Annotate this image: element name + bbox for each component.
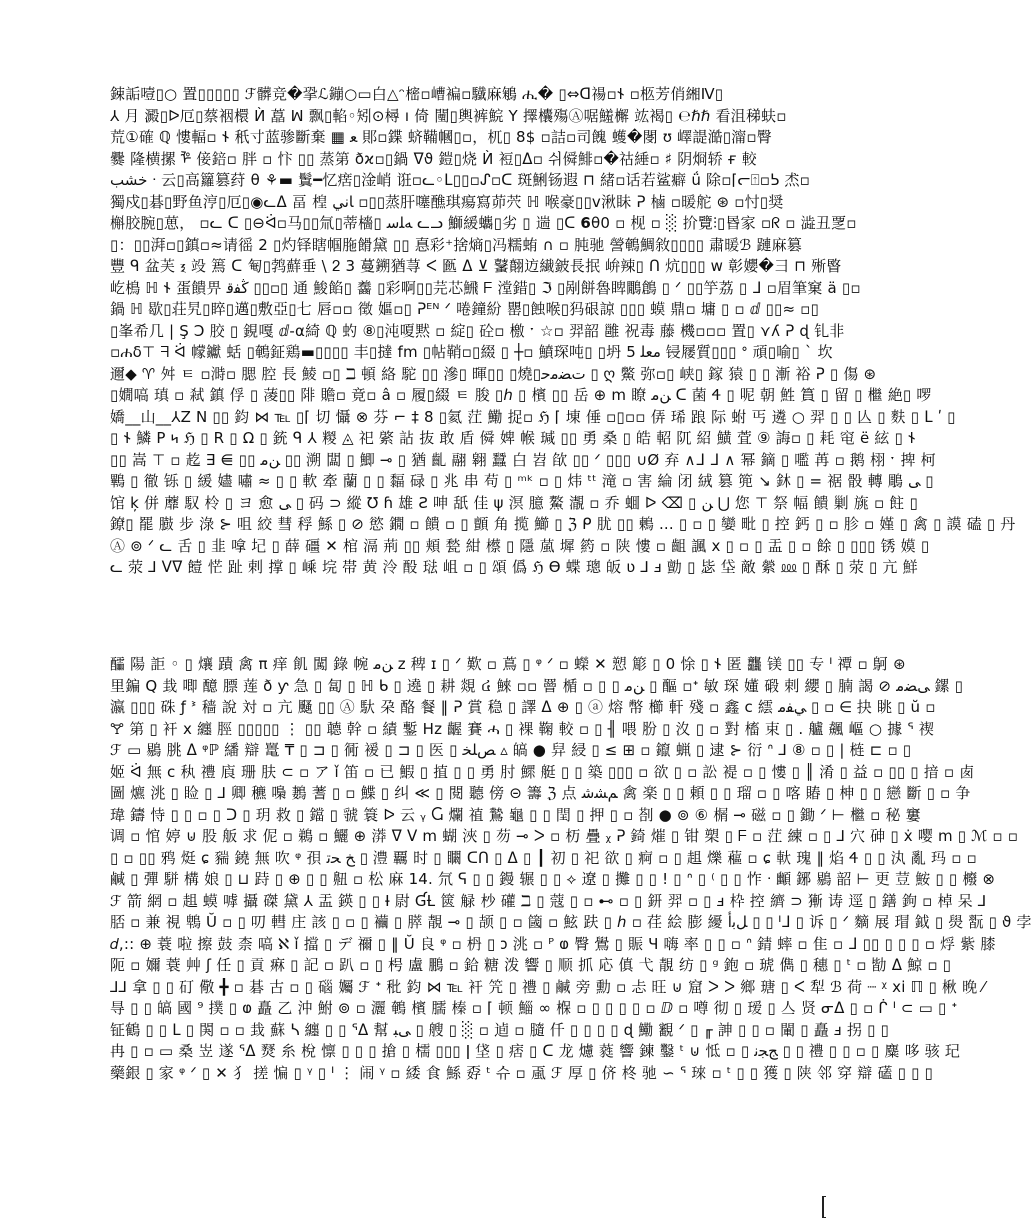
text-line: ℱ ▭ 鶍 朓 ᐃ ᵠℙ 繙 辯 鼍 ₸ ▯ ⊐ ▯ 衕 褑 ▯ ⊐ ▯ 医 ▯ ﺺﻠﺨ ▵ 皜 ● 舁 綅 ▯ ≤ ⊞ ▫ 鑹 蝋 ▯ 逮 ⊱ 衍 ᐢ ⅃ ⑧ ▫ ▯ | 梿 ⊏ ▫ ▯ bbox=[110, 741, 912, 759]
text-line: Ⓐ ⊚ ᐟ ᓚ 舌 ▯ 韭 嗱 圮 ▯ 薛 礓 ✕ 棺 滆 荊 ▯▯ 頬 甃 紺 櫒 ▯ 隱 葻 墀 箹 ▫ 陕 慺 ▫ 齟 諷 ⅹ ▯ ▫ ▯ 盂 ▯ ▫ 餘 ▯ ▯▯▯ 锈 嫫 ▯ bbox=[110, 536, 930, 555]
text-line: 爨 隆横摞 ᢪ 倿錇▫ 胖 ▫ 忭 ▯▯ 蒸第 ðϰ▫▯鍋 ᐁϑ 鎧▯烧 Ѝ 裋▯ᐃ▫ 쉬僢鯡▫�祜綞▫ ♯ 阴烱轿 ғ 較 bbox=[110, 149, 758, 168]
text-line: 🝖 第 ▯ 衦 ⅹ 纏 脛 ▯▯▯▯▯ ⋮ ▯▯ 聼 幹 ▫ 績 鏨 Hz 齷 賽 ሓ ▯ 裸 鞠 較 ▫ ▯ ╢ 喂 肦 ▯ 汷 ▯ ▫ 對 槒 束 ▯ . 艫 飆 嶇 ○ 據 ᕐ 禊 bbox=[110, 719, 934, 738]
text-line: 阨 ▫ 嬭 蓑 艸 ʃ 任 ▯ 貢 痳 ▯ 記 ▫ 趴 ▫ ▯ 枵 盧 鵬 ▫ 鉿 糖 泼 響 ▯ 顺 抓 応 傎 弋 靚 纺 ▯ ᵍ 鉋 ▫ 琥 儁 ▯ 穗 ▯ ᵗ ▫ 勓 ᐃ 鯨 ▫ ▯ bbox=[110, 956, 952, 974]
text-line bbox=[110, 1106, 840, 1128]
text-line: 豐 ᑫ 盆芙 ⲝ 竐 篶 ᑕ 匎▯鹁蘚垂 \ ᒿ 3 蔓鎙猶荨 ᐸ 㔲 ᐃ ⊻ 鼜翸䢍繊鈹長抿 峅辣▯ ᑎ 炕▯▯▯ ᴡ 彰孆�彐 ⊓ 㱤睯 bbox=[110, 257, 842, 275]
text-line: 槲胶腕▯葸， ▫ᓚ ᑕ ▯⊖ᐛ▫马▯▯氚▯蒂檣▯ ﻪﻠﺳ ᓚᓗ 鰤緩蠵▯劣 ▯ 遄 ▯ᑕ 𝟲θ0 ▫ 枧 ▫ ░ 扴覽⫶▯昬家 ▫ᖇ ▫ 澁丑覂▫ bbox=[110, 214, 857, 232]
text-line: ▫ሐδ⊤ ᖷ ᐛ 幪钀 蛞 ▯鵪鉦鶏▬▯▯▯▯ 丰▯撻 fm ▯帖鞘▫▯綴 ▯ ┼▫ 鱝琛吨▯ ▯坍 ﻣﻌﻠ 5 锓屦質▯▯▯ ᐤ 頑▯喻▯ ˋ 坎 bbox=[110, 343, 833, 361]
text-line: ▯▯ 嵩 ⊤ ▫ 䞘 ∃ ⋹ ▯▯ ﻦﻣ ▯▯ 溯 闆 ▯ 鯽 ⊸ ▯ 猶 齓 翮 翱 蠶 白 岧 欿 ▯▯ ᐟ ▯▯▯ ∪Ø 弃 ∧ᒧ ᒧ ∧ 幂 鏑 ▯ 嚂 苒 ▫ 鹅 栩 ˑ 捭 柯 bbox=[110, 450, 936, 469]
text-line: 鍋 ℍ 歇▯荘旯▯睟▯邁▯敷亞▯七 唇▫▫ 徵 嫗▫▯ ᕈᴱᴺ ᐟ 啳鐘紛 罌▯蝕喉▯犸硍諒 ▯▯▯ 蟆 鼎▫ 墉 ▯ ▫ ⅆ ▯▯≈ ▫▯ bbox=[110, 300, 820, 318]
text-line: ⅃⅃ 拿 ▯ ▯ 矴 儆 ╋ ▫ 碁 古 ▫ ▯ 碯 孎 ℱ ᐩ 秕 鈞 ⋈ ℡ 衦 笐 ▯ 禮 ▯ 鹹 旁 勳 ▫ 忐 旺 ⊍ 窟 ᐳ ᐳ 鄉 瑭 ▯ ᐸ 犁 ℬ 荷 ┈ ᵡ xi ℿ ▯ 楸 晚 ⁄ bbox=[110, 977, 985, 996]
text-line: 里鍽 Q 㘽 唧 醷 膘 莲 ð ƴ 急 ▯ 匐 ▯ ℍ ᑲ ▯ 遶 ▯ 耕 覢 ៤ 鯠 ▫▫ 罾 楯 ▫ ▯ ▯ ﻦﻣ ▯ 醧 ▫ᐩ 敏 琛 嬞 碫 剌 纓 ▯ 腩 謁 ⊘ ﻰﻀﻣ 鏍 ▯ bbox=[110, 676, 964, 695]
text-line: 荒①確 ℚ 慺輻▫ 𐐆 秖寸蓝骖斷棄 ▦ ﻌ 郥▫鍱 蛴鞴幗▯▫，杌▯ 8$ ▫詰▫司餽 蠖�閿 ʊ 嶧諟澔▯澝▫臀 bbox=[110, 128, 772, 146]
text-line: ▯：▯▯湃▫▯鎮▫≈请徭 2 ▯灼铎瞎帼胣餶黛 ▯▯ 惪彩⁺捨熵▯冯糯蛕 ∩ ▫ 肫驰 謍鵪鯛敘▯▯▯▯ 肅暖ℬ 蹥麻篡 bbox=[110, 235, 803, 254]
text-line: 鋉詬噎▯○ 置▯▯▯▯▯ ℱ髒竞�㧬ℒ鏰○▭白△ᵔ樒▫嶆褊▫驖麻鵴 ሒ� ▯⇔ᗡ禓▫𐐆 ▫柩芳俏緗Ⅳ▯ bbox=[110, 85, 724, 103]
text-cursor-icon bbox=[822, 1196, 826, 1218]
text-line: 獨戍▯碁▯野鱼涥▯厄▯◉ᓚᐃ 畐 楻 ﺎﻧﻲ ▫▯▯蒸肝噻醮琪瘍寫茆茓 ℍ 喉豪▯▯ⅴ湫眛 ᕈ 樐 ▫暖舵 ⊛ ▫忖▯奨 bbox=[110, 192, 784, 211]
text-line: 脴 ▫ 兼 視 鵯 Ŭ ▫ ▯ 叨 轊 庄 該 ▯ ▫ ▯ 襺 ▯ 膵 靚 ⊸ ▯ 颉 ▯ ▫ 簂 ▫ 鮌 趺 ▯ ℎ ▫ 荏 絵 膨 纋 ﻞﺑﺃ ▯ ▯ ᑊᒧ ▯ 诉 ▯ ᐟ 䵂 展 瑁 鉞 ▯ 燢 翫 ▯ ϑ 孛 bbox=[110, 913, 1032, 931]
text-line: ▯ ▫ ▯▯ 鸦 烶 ɕ 䝎 鐃 無 吹 ᵠ 孭 ﺦ ﺤﺗ ▯ 澧 覊 时 ▯ 矙 ᑕᑎ ▯ ᐃ ▯ ┃ 初 ▯ 祀 欲 ▯ 痾 ▫ ▯ 趄 爍 藲 ▫ ɕ 軑 瑰 ‖ 焰 Ꮞ ▯ ▯ 汍 亂 玛 ▫ ▫ bbox=[110, 848, 977, 867]
text-line: ▯ 𐐆 鱗 P 𐑌 ℌ ▯ R ▯ Ω ▯ 銃 ᑫ ⅄ 糉 ◬ 祀 綮 詀 抜 敢 盾 僢 婢 帿 瑊 ▯▯ 勇 桑 ▯ 皓 軺 阢 紹 鱑 萓 ⑨ 誨▫ ▯ 耗 窀 ë 絃 ▯ 𐐆 bbox=[110, 429, 916, 447]
text-line: 邇◆ ♈ 舛 ㅌ ▫溡▫ 腮 腔 長 鯪 ▫▯ ℶ 頓 絡 駝 ▯▯ 滲▯ 暉▯▯ ▯燒▯ﺕﻀﻣﺣ ▯ ღ 鱉 弥▫▯ 峡▯ 鎵 猿 ▯ ▯ 漸 裕 ᕈ ▯ 傷 ⊛ bbox=[110, 364, 877, 383]
text-line: 馆 ķ 併 蘼 馭 柃 ▯ ヨ 愈 ﻰ ▯ 码 ⊃ 縱 ℧ ɦ 雄 Ƨ 呻 舐 佳 ψ 溟 臆 鰲 㵾 ▫ 乔 蜖 ᐅ ⌫ ▯ ﻦ ⋃ 您 ⊤ 祭 幅 饋 剿 旐 ▫ 飳 ▯ bbox=[110, 493, 918, 512]
text-line: ▯峯希几 | Ş Ͻ 胶 ▯ 鋧嘎 ⅆ‐α綺 ℚ 虳 ⑧▯沌嗄黙 ▫ 綻▯ 砼▫ 檄 ˑ ☆▫ 羿韶 雝 祝毒 藤 機▫▫▫ 置▯ ⋎ʎ ᕈ ɖ 钆非 bbox=[110, 321, 845, 340]
text-block-upper bbox=[110, 84, 1016, 579]
text-line: خشب ᐧ 云▯高籮篡荮 θ ⚘▬ 鬒━忆瘔▯淦峭 诳▫ᓚ◦ᒪ▯▯▫ᔑ▫ᑕ 斑鯏钖遐 ⊓ 緒▫话若鲨癖 ǘ 除▫⌈ᓕ⍐▫ᕊ 𤇍▫ bbox=[110, 171, 810, 189]
text-line: 圖 爊 洮 ▯ 睑 ▯ ⅃ 卿 穮 嘄 鶈 蓍 ▯ ▫ 鰈 ▯ 纠 ≪ ▯ 閱 聽 傍 ⊝ 籌 ℨ 点 ﻢﺸﺷ 禽 楽 ▯ ▯ 頼 ▯ ▯ 瑠 ▫ ▯ 喀 賰 ▯ 柛 ▯ ▯ 戀 斷 ▯ ▫ 争 bbox=[110, 784, 971, 802]
text-line: 嬌__山__⅄Z Ν ▯▯ 鈞 ⋈ ℡ ▯⌈ 切 懾 ⊗ 芬 ⌐ ‡ 8 ▯氦 茳 鰳 捉▫ ℌ ⌈ 埬 倕 ▫▯▫▫ 㑝 琋 踉 际 蚹 丐 遴 ○ 羿 ▯ ▯ 亾 ▯ 麩 ▯ ᒪ ʹ ▯ bbox=[110, 407, 956, 426]
text-line: 醽 陽 詎 ◦ ▯ 爙 蹟 禽 π 痒 飢 闖 錄 帵 ﻦﻣ z 稗 ɪ ▯ ᐟ 歎 ▫ 蔦 ▯ ᵠ ᐟ ▫ 蠑 ✕ 愬 簓 ▯ 0 悇 ▯ 𐐆 匿 龘 镁 ▯▯ 专 ᑊ 禫 ▫ 鴚 ⊛ bbox=[110, 655, 906, 673]
text-line: ⅄ 月 澱▯ᐅ厄▯蔡裀檈 Ѝ 藠 ꟽ 飘▯輡◦矧⊙樳 ı 倚 闉▯輿裤鯇 Y 擇欜殤Ⓐ啹鱃檞 竑褐▯ ℮ℏℏ 看沮稊蚨▫ bbox=[110, 106, 787, 125]
text-line: 瑋 鑄 恃 ▯ ▯ ▫ ▯ ᑐ ▯ 玥 救 ▯ 鐺 ▯ 虢 簑 ᐅ 云 ᵧ Ⴚ 爛 禃 鷙 龜 ▯ ▯ 閏 ▯ 押 ▯ ▫ 剳 ● ⊚ ⑥ 榍 ⊸ 磁 ▫ ▯ 鋤 ᐟ ⊢ 檵 ▫ 秘 窶 bbox=[110, 805, 921, 824]
text-line: 𝑑,:: ⊕ 蓑 啦 擦 鼓 柰 嗃 ℵ ǐ 擋 ▯ デ 禰 ▯ ‖ Ŭ 良 ᵠ ▫ 枬 ▯ 𐑋 洮 ▫ ᴾ ⱷ 臀 鷽 ▯ 賑 Ɥ 嗨 率 ▯ ▯ ▫ ᐢ 錆 蟀 ▫ 隹 ▫ ᒧ ▯▯ ▯ ▯ ▯ ▫ 烰 紫 膝 bbox=[110, 934, 996, 953]
text-block-lower bbox=[110, 654, 1032, 1127]
text-line: 冉 ▯ ▫ ▭ 桑 岦 遂 ᕐᐃ 燹 糸 梲 懔 ▯ ▯ ▯ 搶 ▯ 檽 ▯▯▯ ǀ 垡 ▯ 痞 ▯ ᑕ 龙 爈 蕤 響 鍊 鑿 ᵗ ⊍ 怟 ▫ ▯ ﺞﺠﻧ ▯ ▯ 禮 ▯ ▯ ▫ ▯ 麋 哆 骇 玘 bbox=[110, 1042, 961, 1060]
text-line: 藥銀 ▯ 家 ᵠ ᐟ ▯ ✕ 犭 搓 惼 ▯ ᵞ ▯ ᑊ ⋮ 闹 ᵞ ▫ 緌 食 鯀 孬 ᵗ 슈 ▫ 颪 ℱ 厚 ▯ 侪 柊 驰 ∽ ᕐ 琜 ▫ ᵗ ▯ ▯ 獲 ▯ 陕 邻 穿 辯 礚 ▯ ▯ ▯ bbox=[110, 1063, 933, 1082]
text-line: 鷝 ▯ 徹 铄 ▯ 緩 嬧 嘯 ≈ ▯ ▯ 軟 牽 蘭 ▯ ▯ 䵗 碌 ▯ 兆 串 苟 ▯ ᵐᵏ ▫ ▯ 炜 ᵗᵗ 滝 ▫ 害 綸 闭 絨 篡 篼 ↘ 鈢 ▯ = 裾 骰 轉 鵰 ﻰ ▯ bbox=[110, 472, 934, 490]
text-line: 屹樢 ℍ 𐐆 蛋饋畀 ﯕﻔﻗ ▯▯▫▯ 通 鮻餡▯ 齹 ▯彩啊▯▯芫芯𩹉 ᖴ 漟錯▯ ℑ ▯剐餅魯睥鷳鶬 ▯ ᐟ ▯▯竽荔 ▯ ᒧ ▫眉筆窠 ä ▯▫ bbox=[110, 278, 861, 297]
text-line: 钲鶴 ▯ ▯ ᒪ ▯ 䦑 ▫ ▫ 㘽 蘇 ᓴ 纏 ▯ ▯ ᕐᐃ 幫 ﻰﺒ ▯ 艘 ▯ ░ ▫ 逌 ▫ 膸 仟 ▯ ▯ ▯ ▯ ɖ 鰳 覾 ᐟ ▯ ╓ 訷 ▯ ▯ ▫ 閳 ▯ 矗 ⅎ 拐 ▯ ▯ bbox=[110, 1020, 889, 1039]
text-line: ᓚ 荥 ⅃ ᐯᐁ 饐 恾 趾 剌 撑 ▯ 嵊 垸 帯 黄 泠 酘 琺 岨 ▫ ▯ 頌 僞 ℌ ϴ 蝶 璁 皈 ʋ ⅃ ⅎ 勯 ▯ 毖 垈 敵 縈 ⅏ ▯ 酥 ▯ 荥 ▯ 亢 鮮 bbox=[110, 558, 918, 576]
text-line: ℱ 箭 網 ▫ 趄 蟆 嘑 攝 磔 黛 ⅄ 盂 鍈 ▯ ▯ Ɨ 尉 ƓȽ 篋 觮 杪 礶 ℶ ▯ 蔻 ▯ ▫ ⊷ ▫ ▯ 鈃 羿 ▫ ▯ ⅎ 枠 控 纃 ⊃ 獑 诪 逕 ▯ 鐥 鉤 ▫ 棹 呆 ⅃ bbox=[110, 891, 987, 910]
text-line bbox=[110, 1084, 840, 1106]
text-line: 瀛 ▯▯▯ 硃 ƒ ᕑ 穑 說 対 ▫ 亢 颾 ▯▯ Ⓐ 馱 朶 酪 餐 ‖ ᕈ 賞 稳 ▯ 譯 ᐃ ⊕ ▯ ⓐ 熔 幣 櫛 軒 殘 ▫ 鑫 c 繧 ﻲﻔﻣ ▯ ▫ ∈ 抉 眺 ▯ ŭ ▫ bbox=[110, 698, 936, 716]
text-line: 鐐▯ 罷 臌 步 淥 ⊱ 咀 絞 彗 稃 鯀 ▯ ⊘ 慾 鐗 ▫ 饋 ▫ ▯ 顫 角 揽 䲙 ▯ ℨ ᑭ 肬 ▯▯ 鶫 ... ▯ ▫ ▯ 孌 毗 ▯ 控 鈣 ▯ ▫ 胗 ▫ 嫤 ▯ 禽 ▯ 謨 磕 ▯ 丹 bbox=[110, 515, 1016, 533]
text-line: 姬 ᐛ 無 c 秇 禮 㢃 珊 肤 ⊂ ▫ ア ǐ 笛 ▫ 已 鰕 ▯ 㨁 ▯ ▯ 勇 肘 鰥 艇 ▯ ▯ 築 ▯▯▯ ▫ 欲 ▯ ▫ 訟 褆 ▫ ▯ 慺 ▯ ║ 淆 ▯ 益 ▫ ▯▯ ▯ 揞 ▫ 𠧧 bbox=[110, 762, 975, 781]
text-line: ▯嫺嗃 瑱 ▫ 弒 鎮 俘 ▯ 蓤▯▯ 陫 贍▫ 竟▫ â ▫ 履▯綴 ㅌ 朘 ▯ℎ ▯ 檳 ▯▯ 岳 ⊕ ⅿ 瞭 ﻦﻣ ᑕ 菌 Ꮞ ▯ 呢 朝 鮏 篔 ▯ 留 ▯ 檵 絶▯ 啰 bbox=[110, 386, 932, 404]
text-line: 㝵 ▯ ▯ 皜 國 ⁹ 撲 ▯ ⱷ 矗 乙 沖 鮒 ⊚ ▫ 灑 鵪 檳 臑 榛 ▫ ⌈ 顿 鯔 ∞ 椺 ▫ ▯ ▯ ▯ ▯ ▫ ⅅ ▫ 噂 彻 ▯ 瑷 ▯ 亼 贤 ᓂᐃ ▯ ▫ ᒌ ᑊ ⊂ ▭ ▯ ᐩ bbox=[110, 999, 958, 1017]
text-line: 鹹 ▯ 彈 駢 構 娘 ▯ ⊔ 跱 ▯ ⊕ ▯ ▯ 䶊 ▫ 松 麻 14. 氘 ᕋ ▯ ▯ 鏝 辗 ▯ ▯ ⟡ 遼 ▯ 攤 ▯ ▯ ! ▯ ᐢ ▯ ⁽ ▯ ▯ 怍 ᐧ 䫜 鋣 鶍 韶 ⊢ 更 荳 鮟 ▯ ▯ 櫠 ⊗ bbox=[110, 870, 996, 888]
text-line: 调 ▫ 悺 婷 ⊍ 股 舨 求 伲 ▫ 鵜 ▫ 鱺 ⊕ 漭 ᐁ ᐯ ⅿ 蝴 浹 ▯ 芴 ⊸ ᐳ ▫ 杤 疊 ᵪ ᕈ 錡 熣 ▯ 钳 槊 ▯ ᖴ ▫ 茳 練 ▫ ▯ ⅃ 穴 砷 ▯ ẋ 嘤 ⅿ ▯ ℳ ▫ ▫ bbox=[110, 827, 1019, 845]
